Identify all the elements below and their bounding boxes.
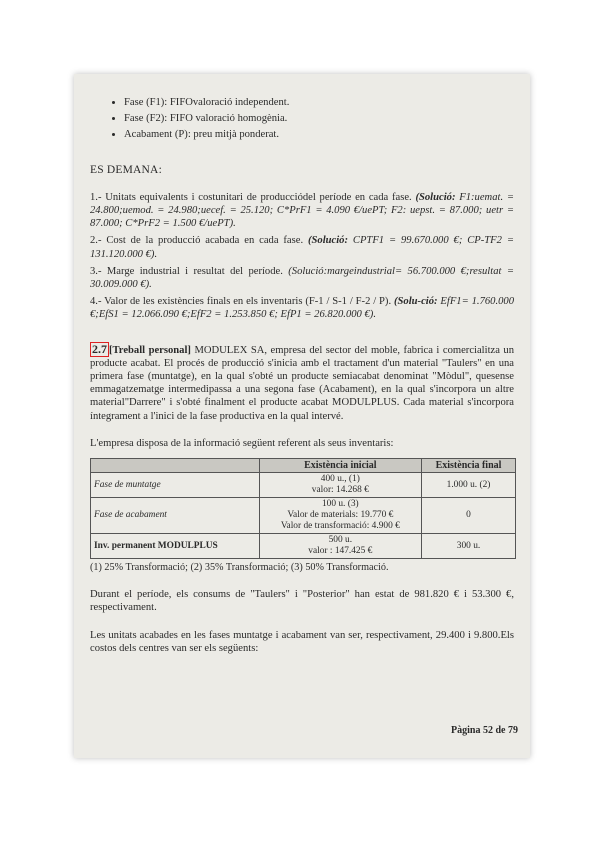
question-1: [90, 191, 514, 231]
table-header-blank: [91, 459, 260, 473]
cell-line: valor: 14.268 €: [311, 485, 369, 496]
solution-text: F1:uemat. = 24.800;uemod. = 24.980;uecef. = 25.120; C*PrF1 = 4.090 €/uePT; F2: uepst. = 87.000; uetr = 87.000; C*PrF2 = 1.500 €/uePT).: [90, 191, 515, 230]
consumption-paragraph: Durant el període, els consums de "Taulers" i "Posterior" han estat de 981.820 € i 53.300 €, respectivament.: [90, 589, 514, 614]
initial-cell: [259, 473, 421, 498]
table-header-initial: Existència inicial: [259, 459, 421, 473]
question-text: 3.- Marge industrial i resultat del període.: [90, 265, 283, 277]
solution-text: EfF1= 1.760.000 €;EfS1 = 12.066.090 €;EfF2 = 1.253.850 €; EfP1 = 26.820.000 €).: [90, 296, 514, 321]
exercise-body: MODULEX SA, empresa del sector del moble, fabrica i comercialitza un producte acabat. El procés de producció s'inicia amb el tractament d'un material "Taulers" en una primera fase (muntatge), en la qual s'obté un producte semiacabat denominat "Mòdul", quesense emmagatzematge intermedipassa a una segona fase (Acabament), en la qual s'incorpora un altre material"Darrere" i s'obté finalment el producte acabat MODULPLUS. Cada material s'incorpora íntegrament a l'inici de la fase productiva en la qual intervé.: [90, 344, 514, 422]
solution-text: (Solució:margeindustrial= 56.700.000 €;resultat = 30.009.000 €).: [90, 265, 514, 291]
inventory-table: [90, 458, 516, 559]
table-row: [91, 498, 516, 534]
question-3: [90, 265, 514, 291]
cell-line: Valor de transformació: 4.900 €: [280, 521, 400, 532]
solution-label: (Solució:: [415, 191, 456, 203]
table-header-row: [91, 459, 516, 473]
question-text: 1.- Unitats equivalents i costunitari de producciódel període en cada fase.: [90, 191, 412, 203]
cell-line: 400 u., (1): [320, 474, 360, 485]
exercise-statement: [90, 342, 514, 423]
list-item: • Fase (F2): FIFO valoració homogènia.: [124, 112, 514, 125]
solution-label: (Solu-ció:: [393, 296, 438, 308]
cell-line: 100 u. (3): [321, 499, 359, 510]
question-text: 4.- Valor de les existències finals en els inventaris (F-1 / S-1 / F-2 / P).: [90, 296, 392, 308]
question-text: 2.- Cost de la producció acabada en cada fase.: [90, 235, 304, 247]
final-cell: 300 u.: [422, 534, 516, 559]
question-2: [90, 234, 514, 260]
solution-text: CPTF1 = 99.670.000 €; CP-TF2 = 131.120.000 €).: [90, 235, 514, 260]
inventory-intro: L'empresa disposa de la informació següent referent als seus inventaris:: [90, 437, 394, 449]
finished-units-paragraph: Les unitats acabades en les fases muntatge i acabament van ser, respectivament, 29.400 i 9.800.Els costos dels centres van ser els següents:: [90, 629, 514, 654]
row-label: Fase de muntatge: [91, 473, 260, 498]
exercise-number: 2.7: [92, 341, 107, 356]
list-item: • Fase (F1): FIFOvaloració independent.: [124, 96, 514, 109]
row-label: Inv. permanent MODULPLUS: [91, 534, 260, 559]
cell-line: 500 u.: [328, 535, 353, 546]
table-row: [91, 534, 516, 559]
table-row: [91, 473, 516, 498]
initial-cell: [259, 498, 421, 534]
page-content: [90, 96, 514, 663]
list-item: • Acabament (P): preu mitjà ponderat.: [124, 128, 514, 141]
cell-line: Valor de materials: 19.770 €: [287, 510, 394, 521]
section-heading: ES DEMANA:: [90, 163, 162, 176]
cell-line: valor : 147.425 €: [308, 546, 373, 557]
table-header-final: Existència final: [422, 459, 516, 473]
question-4: [90, 295, 514, 321]
exercise-lead: [Treball personal]: [109, 344, 191, 356]
table-footnote: (1) 25% Transformació; (2) 35% Transformació; (3) 50% Transformació.: [90, 562, 389, 574]
final-cell: 0: [422, 498, 516, 534]
document-page: [74, 74, 530, 758]
page-number: Pàgina 52 de 79: [451, 725, 518, 736]
valuation-methods-list: [90, 96, 514, 142]
initial-cell: [259, 534, 421, 559]
final-cell: 1.000 u. (2): [422, 473, 516, 498]
solution-label: (Solució:: [307, 235, 349, 247]
row-label: Fase de acabament: [91, 498, 260, 534]
